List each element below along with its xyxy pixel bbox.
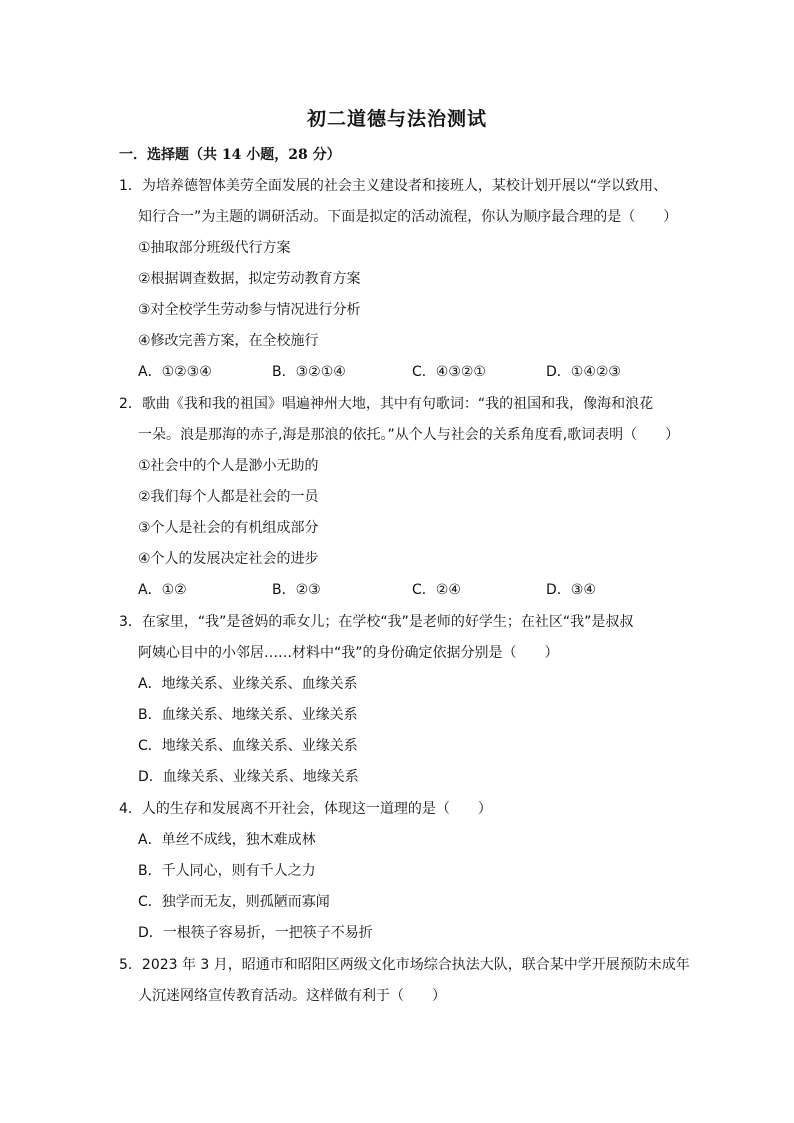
question-3-option-b[interactable]: B．血缘关系、地缘关系、业缘关系 — [138, 707, 358, 723]
question-3-option-d[interactable]: D．血缘关系、业缘关系、地缘关系 — [138, 769, 359, 785]
question-4-option-c[interactable]: C．独学而无友，则孤陋而寡闻 — [138, 894, 330, 910]
question-2-line-2: 一朵。浪是那海的赤子,海是那浪的依托。”从个人与社会的关系角度看,歌词表明（ ） — [138, 427, 680, 443]
question-2-statement-3: ③个人是社会的有机组成部分 — [138, 520, 319, 536]
question-2-option-c[interactable]: C．②④ — [412, 582, 461, 598]
question-1-option-b[interactable]: B．③②①④ — [272, 364, 346, 380]
question-1-option-d[interactable]: D．①④②③ — [546, 364, 621, 380]
question-4-line-1: 4．人的生存和发展离不开社会，体现这一道理的是（ ） — [119, 801, 492, 817]
question-5-line-2: 人沉迷网络宣传教育活动。这样做有利于（ ） — [138, 988, 446, 1004]
question-1-statement-4: ④修改完善方案，在全校施行 — [138, 333, 319, 349]
question-3-line-1: 3．在家里，“我”是爸妈的乖女儿；在学校“我”是老师的好学生；在社区“我”是叔叔 — [119, 614, 634, 630]
question-3-option-c[interactable]: C．地缘关系、血缘关系、业缘关系 — [138, 738, 358, 754]
question-1-statement-1: ①抽取部分班级代行方案 — [138, 240, 291, 256]
question-1-statement-3: ③对全校学生劳动参与情况进行分析 — [138, 302, 361, 318]
question-1-statement-2: ②根据调查数据，拟定劳动教育方案 — [138, 271, 361, 287]
question-1-option-c[interactable]: C．④③②① — [412, 364, 486, 380]
question-3-line-2: 阿姨心目中的小邻居……材料中“我”的身份确定依据分别是（ ） — [138, 645, 559, 661]
question-2-statement-4: ④个人的发展决定社会的进步 — [138, 551, 319, 567]
question-2-statement-2: ②我们每个人都是社会的一员 — [138, 489, 319, 505]
page-title: 初二道德与法治测试 — [306, 108, 487, 130]
question-4-option-a[interactable]: A．单丝不成线，独木难成林 — [138, 832, 316, 848]
question-2-option-a[interactable]: A．①② — [138, 582, 187, 598]
question-2-statement-1: ①社会中的个人是渺小无助的 — [138, 458, 319, 474]
question-5-line-1: 5．2023 年 3 月，昭通市和昭阳区两级文化市场综合执法大队，联合某中学开展预防未成年 — [119, 957, 690, 973]
question-1-option-a[interactable]: A．①②③④ — [138, 364, 212, 380]
question-4-option-b[interactable]: B．千人同心，则有千人之力 — [138, 863, 316, 879]
question-2-line-1: 2．歌曲《我和我的祖国》唱遍神州大地，其中有句歌词：“我的祖国和我，像海和浪花 — [119, 396, 654, 412]
question-1-line-1: 1．为培养德智体美劳全面发展的社会主义建设者和接班人，某校计划开展以“学以致用、 — [119, 178, 668, 194]
question-1-line-2: 知行合一”为主题的调研活动。下面是拟定的活动流程，你认为顺序最合理的是（ ） — [138, 209, 678, 225]
question-3-option-a[interactable]: A．地缘关系、业缘关系、血缘关系 — [138, 676, 358, 692]
question-2-option-d[interactable]: D．③④ — [546, 582, 596, 598]
question-2-option-b[interactable]: B．②③ — [272, 582, 321, 598]
section-heading: 一．选择题（共 14 小题，28 分） — [119, 147, 341, 163]
question-4-option-d[interactable]: D．一根筷子容易折，一把筷子不易折 — [138, 925, 373, 941]
